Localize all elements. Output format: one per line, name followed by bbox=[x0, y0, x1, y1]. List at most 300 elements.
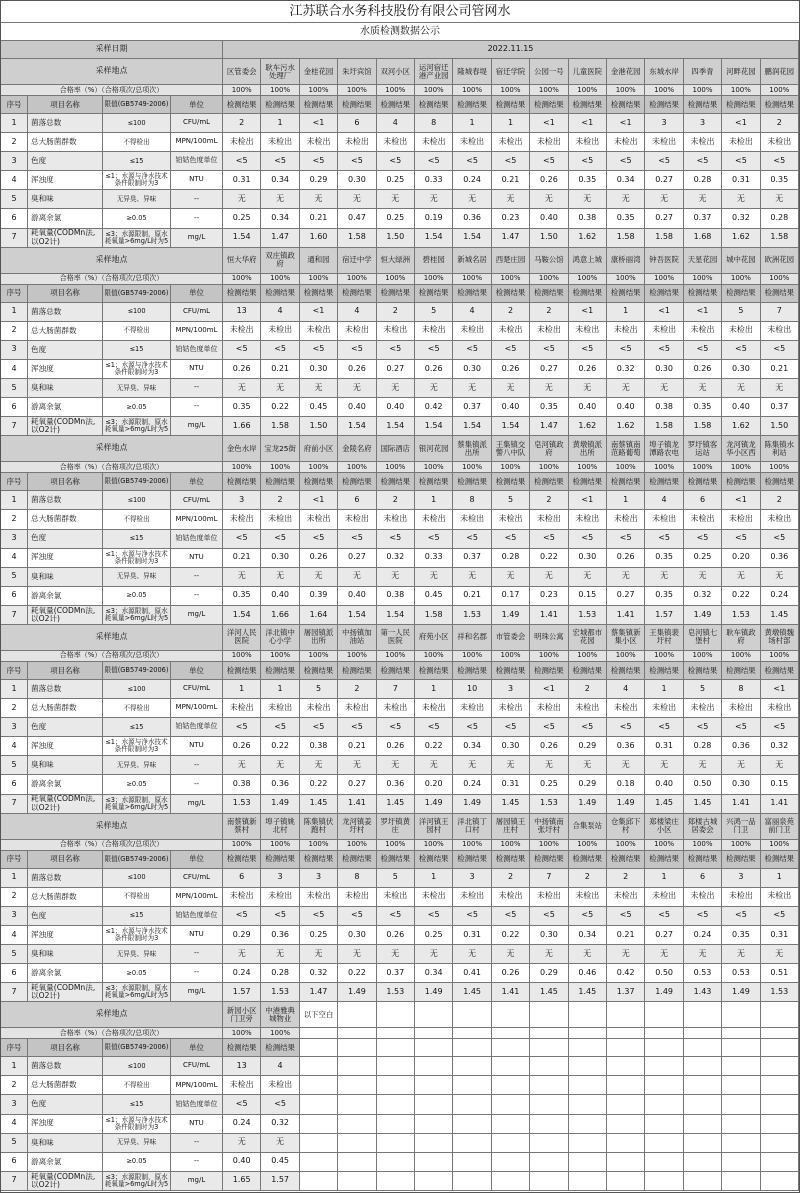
row-number: 1 bbox=[1, 303, 28, 322]
result-value: 未检出 bbox=[645, 322, 683, 341]
result-value: 0.34 bbox=[261, 209, 299, 228]
limit-value: 不得检出 bbox=[103, 699, 171, 718]
limit-value: ≤3；水源限制，原水耗氧量>6mg/L时为5 bbox=[103, 417, 171, 436]
result-value: 2 bbox=[377, 491, 415, 510]
result-value: 5 bbox=[684, 680, 722, 699]
result-value: 8 bbox=[415, 114, 453, 133]
row-number: 7 bbox=[1, 795, 28, 814]
result-value: 4 bbox=[645, 491, 683, 510]
result-value: 0.34 bbox=[453, 737, 491, 756]
col-header-result: 检测结果 bbox=[645, 662, 683, 680]
result-value: 未检出 bbox=[300, 699, 338, 718]
empty-cell bbox=[377, 1153, 415, 1172]
result-value: <5 bbox=[492, 530, 530, 549]
pass-rate: 100% bbox=[645, 840, 683, 851]
result-value: 无 bbox=[722, 945, 760, 964]
result-value: <5 bbox=[569, 907, 607, 926]
row-number: 3 bbox=[1, 718, 28, 737]
result-value: 2 bbox=[569, 869, 607, 888]
result-value: 无 bbox=[338, 568, 376, 587]
result-value: 0.30 bbox=[300, 360, 338, 379]
item-name: 游离余氯 bbox=[28, 398, 103, 417]
result-value: 1.54 bbox=[377, 606, 415, 625]
site-name: 祥和名郡 bbox=[453, 625, 491, 651]
result-value: <5 bbox=[722, 718, 760, 737]
result-value: 0.40 bbox=[722, 398, 760, 417]
row-number: 6 bbox=[1, 964, 28, 983]
site-name: 蔡集镇新集小区 bbox=[607, 625, 645, 651]
result-value: <5 bbox=[607, 907, 645, 926]
unit-label: mg/L bbox=[171, 1172, 223, 1191]
result-value: 0.34 bbox=[261, 171, 299, 190]
unit-label: -- bbox=[171, 190, 223, 209]
page-subtitle: 水质检测数据公示 bbox=[1, 23, 799, 41]
result-value: 未检出 bbox=[223, 510, 261, 529]
empty-cell bbox=[607, 1057, 645, 1076]
result-value: 13 bbox=[223, 1057, 261, 1076]
site-name: 金陵名府 bbox=[338, 436, 376, 462]
result-value: 7 bbox=[761, 303, 799, 322]
result-value: 1.45 bbox=[300, 795, 338, 814]
result-value: 0.21 bbox=[607, 926, 645, 945]
result-value: 未检出 bbox=[453, 133, 491, 152]
col-header-result: 检测结果 bbox=[645, 473, 683, 491]
row-number: 4 bbox=[1, 171, 28, 190]
result-value: 0.24 bbox=[761, 587, 799, 606]
result-value: 无 bbox=[261, 1134, 299, 1153]
col-header-result: 检测结果 bbox=[492, 473, 530, 491]
result-value: 未检出 bbox=[223, 133, 261, 152]
empty-cell bbox=[377, 1095, 415, 1114]
empty-cell bbox=[607, 1153, 645, 1172]
result-value: 1.49 bbox=[645, 983, 683, 1002]
result-value: 未检出 bbox=[338, 888, 376, 907]
result-value: 无 bbox=[722, 190, 760, 209]
col-header-result: 检测结果 bbox=[223, 851, 261, 869]
result-value: 0.28 bbox=[492, 549, 530, 568]
limit-value: ≤15 bbox=[103, 907, 171, 926]
result-value: 0.23 bbox=[530, 587, 568, 606]
result-value: 未检出 bbox=[492, 133, 530, 152]
empty-cell bbox=[607, 1039, 645, 1057]
pass-rate: 100% bbox=[338, 85, 376, 96]
site-name: 欧洲花园 bbox=[761, 248, 799, 274]
result-value: 0.26 bbox=[530, 171, 568, 190]
site-name: 府苑小区 bbox=[415, 625, 453, 651]
limit-value: ≤3；水源限制，原水耗氧量>6mg/L时为5 bbox=[103, 606, 171, 625]
result-value: 6 bbox=[338, 114, 376, 133]
empty-cell bbox=[377, 1172, 415, 1191]
col-header-result: 检测结果 bbox=[645, 285, 683, 303]
col-header-limit: 限值(GB5749-2006) bbox=[103, 1039, 171, 1057]
site-row-label: 采样地点 bbox=[1, 436, 223, 462]
item-name: 总大肠菌群数 bbox=[28, 510, 103, 529]
result-value: 0.30 bbox=[530, 926, 568, 945]
site-name: 中扬镇南张圩村 bbox=[530, 814, 568, 840]
result-value: 未检出 bbox=[722, 322, 760, 341]
sampling-block-5 bbox=[1, 814, 799, 1003]
row-number: 3 bbox=[1, 341, 28, 360]
result-value: 未检出 bbox=[607, 699, 645, 718]
result-value: 无 bbox=[415, 190, 453, 209]
col-header-unit: 单位 bbox=[171, 1039, 223, 1057]
site-name: 罗圩镇黄庄 bbox=[377, 814, 415, 840]
unit-label: 铂钴色度单位 bbox=[171, 152, 223, 171]
pass-rate: 100% bbox=[492, 462, 530, 473]
result-value: 0.26 bbox=[569, 360, 607, 379]
site-name: 第一人民医院 bbox=[377, 625, 415, 651]
result-value: 1.54 bbox=[415, 229, 453, 248]
col-header-result: 检测结果 bbox=[415, 285, 453, 303]
result-value: 0.34 bbox=[607, 171, 645, 190]
result-value: 0.37 bbox=[684, 209, 722, 228]
result-value: 0.37 bbox=[377, 964, 415, 983]
result-value: 未检出 bbox=[722, 510, 760, 529]
result-value: 无 bbox=[569, 190, 607, 209]
result-value: <5 bbox=[722, 341, 760, 360]
result-value: 1.54 bbox=[415, 417, 453, 436]
result-value: 无 bbox=[530, 945, 568, 964]
limit-value: ≥0.05 bbox=[103, 964, 171, 983]
pass-rate: 100% bbox=[300, 651, 338, 662]
result-value: 4 bbox=[261, 303, 299, 322]
result-value: <1 bbox=[569, 491, 607, 510]
empty-cell bbox=[761, 1153, 799, 1172]
empty-cell bbox=[377, 1057, 415, 1076]
empty-cell bbox=[300, 1095, 338, 1114]
empty-cell bbox=[607, 1028, 645, 1039]
result-value: 未检出 bbox=[684, 133, 722, 152]
result-value: 无 bbox=[223, 568, 261, 587]
result-value: 无 bbox=[453, 379, 491, 398]
unit-label: CFU/mL bbox=[171, 491, 223, 510]
result-value: 未检出 bbox=[492, 510, 530, 529]
result-value: 无 bbox=[645, 568, 683, 587]
result-value: 0.34 bbox=[415, 964, 453, 983]
result-value: 1.37 bbox=[607, 983, 645, 1002]
row-number: 3 bbox=[1, 530, 28, 549]
result-value: 0.26 bbox=[377, 926, 415, 945]
result-value: 未检出 bbox=[453, 888, 491, 907]
item-name: 菌落总数 bbox=[28, 1057, 103, 1076]
result-value: <5 bbox=[684, 530, 722, 549]
result-value: 1.68 bbox=[684, 229, 722, 248]
row-number: 7 bbox=[1, 417, 28, 436]
empty-cell bbox=[722, 1002, 760, 1028]
col-header-result: 检测结果 bbox=[569, 851, 607, 869]
pass-rate: 100% bbox=[453, 85, 491, 96]
limit-value: ≥0.05 bbox=[103, 209, 171, 228]
empty-cell bbox=[761, 1039, 799, 1057]
result-value: 0.21 bbox=[261, 360, 299, 379]
result-value: 0.22 bbox=[530, 549, 568, 568]
result-value: 0.26 bbox=[300, 549, 338, 568]
col-header-result: 检测结果 bbox=[377, 285, 415, 303]
site-name: 屠园镇王庄村 bbox=[492, 814, 530, 840]
item-name: 耗氧量(CODMn法,以O2计) bbox=[28, 417, 103, 436]
empty-cell bbox=[492, 1076, 530, 1095]
site-row-label: 采样地点 bbox=[1, 1002, 223, 1028]
pass-rate-label: 合格率（%）（合格项次/总项次） bbox=[1, 85, 223, 96]
empty-cell bbox=[569, 1095, 607, 1114]
result-value: <5 bbox=[261, 152, 299, 171]
row-number: 1 bbox=[1, 680, 28, 699]
result-value: 0.45 bbox=[261, 1153, 299, 1172]
pass-rate: 100% bbox=[569, 840, 607, 851]
item-name: 耗氧量(CODMn法,以O2计) bbox=[28, 606, 103, 625]
result-value: 3 bbox=[261, 869, 299, 888]
result-value: 未检出 bbox=[530, 133, 568, 152]
pass-rate: 100% bbox=[300, 274, 338, 285]
unit-label: mg/L bbox=[171, 229, 223, 248]
result-value: <5 bbox=[530, 718, 568, 737]
result-value: <5 bbox=[261, 1095, 299, 1114]
col-header-result: 检测结果 bbox=[300, 96, 338, 114]
col-header-limit: 限值(GB5749-2006) bbox=[103, 473, 171, 491]
result-value: 无 bbox=[761, 756, 799, 775]
col-header-result: 检测结果 bbox=[530, 96, 568, 114]
site-name: 耿车镇政府 bbox=[722, 625, 760, 651]
row-number: 6 bbox=[1, 398, 28, 417]
item-name: 耗氧量(CODMn法,以O2计) bbox=[28, 983, 103, 1002]
site-name: 天星花园 bbox=[684, 248, 722, 274]
col-header-result: 检测结果 bbox=[492, 96, 530, 114]
pass-rate: 100% bbox=[377, 274, 415, 285]
empty-cell bbox=[684, 1115, 722, 1134]
col-header-result: 检测结果 bbox=[261, 662, 299, 680]
result-value: 1 bbox=[607, 491, 645, 510]
result-value: 2 bbox=[492, 869, 530, 888]
col-header-item: 项目名称 bbox=[28, 851, 103, 869]
col-header-item: 项目名称 bbox=[28, 662, 103, 680]
unit-label: -- bbox=[171, 775, 223, 794]
result-value: 4 bbox=[453, 303, 491, 322]
col-header-result: 检测结果 bbox=[261, 851, 299, 869]
site-name: 运河宿迁港产业园 bbox=[415, 59, 453, 85]
result-value: 0.32 bbox=[761, 737, 799, 756]
pass-rate: 100% bbox=[722, 274, 760, 285]
site-name: 洋河人民医院 bbox=[223, 625, 261, 651]
item-name: 耗氧量(CODMn法,以O2计) bbox=[28, 229, 103, 248]
unit-label: 铂钴色度单位 bbox=[171, 718, 223, 737]
result-value: 无 bbox=[492, 190, 530, 209]
empty-cell bbox=[300, 1057, 338, 1076]
result-value: <5 bbox=[300, 341, 338, 360]
result-value: <5 bbox=[569, 152, 607, 171]
result-value: 1 bbox=[645, 680, 683, 699]
result-value: 无 bbox=[492, 379, 530, 398]
result-value: 0.32 bbox=[377, 549, 415, 568]
result-value: 8 bbox=[338, 869, 376, 888]
col-header-result: 检测结果 bbox=[761, 473, 799, 491]
empty-cell bbox=[530, 1076, 568, 1095]
result-value: 无 bbox=[684, 945, 722, 964]
result-value: 0.45 bbox=[300, 398, 338, 417]
unit-label: NTU bbox=[171, 360, 223, 379]
result-value: 1.49 bbox=[261, 795, 299, 814]
result-value: 1.58 bbox=[607, 229, 645, 248]
col-header-limit: 限值(GB5749-2006) bbox=[103, 285, 171, 303]
result-value: 未检出 bbox=[645, 510, 683, 529]
result-value: 无 bbox=[684, 190, 722, 209]
pass-rate: 100% bbox=[761, 840, 799, 851]
unit-label: -- bbox=[171, 756, 223, 775]
col-header-result: 检测结果 bbox=[607, 96, 645, 114]
unit-label: mg/L bbox=[171, 417, 223, 436]
result-value: <1 bbox=[569, 303, 607, 322]
result-value: 无 bbox=[761, 945, 799, 964]
site-name: 府前小区 bbox=[300, 436, 338, 462]
result-value: <5 bbox=[645, 530, 683, 549]
row-number: 5 bbox=[1, 568, 28, 587]
result-value: 0.24 bbox=[223, 964, 261, 983]
result-value: 3 bbox=[684, 114, 722, 133]
result-value: 0.26 bbox=[223, 360, 261, 379]
site-name: 皂河镇七堡村 bbox=[684, 625, 722, 651]
empty-cell bbox=[377, 1115, 415, 1134]
empty-cell bbox=[338, 1028, 376, 1039]
result-value: 0.31 bbox=[492, 775, 530, 794]
site-name: 兴鸿一品门卫 bbox=[722, 814, 760, 840]
empty-cell bbox=[453, 1039, 491, 1057]
site-name: 中港雅典城物业 bbox=[261, 1002, 299, 1028]
result-value: 1.47 bbox=[530, 417, 568, 436]
empty-cell bbox=[607, 1076, 645, 1095]
result-value: 0.32 bbox=[300, 964, 338, 983]
empty-cell bbox=[569, 1115, 607, 1134]
limit-value: 不得检出 bbox=[103, 888, 171, 907]
result-value: <5 bbox=[415, 718, 453, 737]
result-value: 未检出 bbox=[300, 133, 338, 152]
result-value: <5 bbox=[645, 152, 683, 171]
empty-cell bbox=[492, 1095, 530, 1114]
result-value: 0.36 bbox=[761, 549, 799, 568]
result-value: 1.62 bbox=[607, 417, 645, 436]
empty-cell bbox=[645, 1057, 683, 1076]
row-number: 4 bbox=[1, 549, 28, 568]
result-value: 未检出 bbox=[223, 699, 261, 718]
empty-cell bbox=[684, 1153, 722, 1172]
col-header-result: 检测结果 bbox=[492, 851, 530, 869]
pass-rate: 100% bbox=[645, 651, 683, 662]
col-header-result: 检测结果 bbox=[453, 851, 491, 869]
limit-value: ≤1；水源与净水技术条件限制时为3 bbox=[103, 926, 171, 945]
empty-cell bbox=[338, 1002, 376, 1028]
result-value: 1.45 bbox=[684, 795, 722, 814]
empty-cell bbox=[761, 1002, 799, 1028]
result-value: 未检出 bbox=[761, 699, 799, 718]
pass-rate: 100% bbox=[377, 840, 415, 851]
item-name: 浑浊度 bbox=[28, 926, 103, 945]
result-value: 1.54 bbox=[338, 606, 376, 625]
empty-cell bbox=[684, 1057, 722, 1076]
empty-cell bbox=[722, 1039, 760, 1057]
empty-cell bbox=[300, 1039, 338, 1057]
col-header-result: 检测结果 bbox=[453, 662, 491, 680]
result-value: 0.38 bbox=[645, 398, 683, 417]
pass-rate: 100% bbox=[492, 274, 530, 285]
unit-label: -- bbox=[171, 964, 223, 983]
pass-rate: 100% bbox=[223, 85, 261, 96]
empty-cell bbox=[300, 1028, 338, 1039]
site-name: 合集泵站 bbox=[569, 814, 607, 840]
col-header-result: 检测结果 bbox=[607, 473, 645, 491]
empty-cell bbox=[645, 1134, 683, 1153]
result-value: 1 bbox=[261, 680, 299, 699]
pass-rate: 100% bbox=[761, 651, 799, 662]
limit-value: 无异臭、异味 bbox=[103, 190, 171, 209]
col-header-item: 项目名称 bbox=[28, 96, 103, 114]
result-value: 1.62 bbox=[569, 229, 607, 248]
empty-cell bbox=[300, 1153, 338, 1172]
sampling-date-row bbox=[1, 41, 799, 59]
col-header-result: 检测结果 bbox=[722, 285, 760, 303]
empty-cell bbox=[338, 1039, 376, 1057]
item-name: 浑浊度 bbox=[28, 1115, 103, 1134]
result-value: <5 bbox=[530, 530, 568, 549]
result-value: 1.41 bbox=[338, 795, 376, 814]
site-name: 恒大华府 bbox=[223, 248, 261, 274]
unit-label: 铂钴色度单位 bbox=[171, 530, 223, 549]
pass-rate: 100% bbox=[300, 85, 338, 96]
item-name: 耗氧量(CODMn法,以O2计) bbox=[28, 1172, 103, 1191]
result-value: 未检出 bbox=[415, 510, 453, 529]
result-value: 0.19 bbox=[415, 209, 453, 228]
result-value: 0.37 bbox=[761, 398, 799, 417]
result-value: <5 bbox=[453, 152, 491, 171]
pass-rate: 100% bbox=[261, 274, 299, 285]
col-header-result: 检测结果 bbox=[415, 662, 453, 680]
empty-cell bbox=[722, 1028, 760, 1039]
result-value: 0.20 bbox=[722, 549, 760, 568]
result-value: <5 bbox=[492, 907, 530, 926]
site-name: 儿童医院 bbox=[569, 59, 607, 85]
pass-rate: 100% bbox=[492, 840, 530, 851]
result-value: 未检出 bbox=[415, 133, 453, 152]
site-name: 龙河镇姜圩村 bbox=[338, 814, 376, 840]
result-value: 未检出 bbox=[761, 510, 799, 529]
limit-value: ≤1；水源与净水技术条件限制时为3 bbox=[103, 549, 171, 568]
col-header-result: 检测结果 bbox=[569, 473, 607, 491]
limit-value: ≤3；水源限制，原水耗氧量>6mg/L时为5 bbox=[103, 229, 171, 248]
col-header-result: 检测结果 bbox=[607, 285, 645, 303]
result-value: 未检出 bbox=[645, 699, 683, 718]
result-value: 1.49 bbox=[607, 795, 645, 814]
col-header-result: 检测结果 bbox=[761, 851, 799, 869]
site-row-label: 采样地点 bbox=[1, 814, 223, 840]
empty-cell bbox=[684, 1028, 722, 1039]
result-value: 1.54 bbox=[377, 417, 415, 436]
result-value: <5 bbox=[377, 907, 415, 926]
result-value: 5 bbox=[377, 869, 415, 888]
row-number: 6 bbox=[1, 775, 28, 794]
empty-cell bbox=[684, 1172, 722, 1191]
result-value: 0.26 bbox=[415, 360, 453, 379]
site-name: 双庄镇政府 bbox=[261, 248, 299, 274]
col-header-result: 检测结果 bbox=[338, 285, 376, 303]
empty-cell bbox=[722, 1134, 760, 1153]
result-value: <5 bbox=[684, 341, 722, 360]
result-value: 0.47 bbox=[338, 209, 376, 228]
empty-cell bbox=[684, 1039, 722, 1057]
result-value: 0.36 bbox=[261, 775, 299, 794]
result-value: 0.29 bbox=[569, 775, 607, 794]
empty-cell bbox=[530, 1039, 568, 1057]
empty-cell bbox=[300, 1076, 338, 1095]
result-value: 1.49 bbox=[684, 606, 722, 625]
result-value: 1.49 bbox=[453, 795, 491, 814]
result-value: 未检出 bbox=[569, 133, 607, 152]
